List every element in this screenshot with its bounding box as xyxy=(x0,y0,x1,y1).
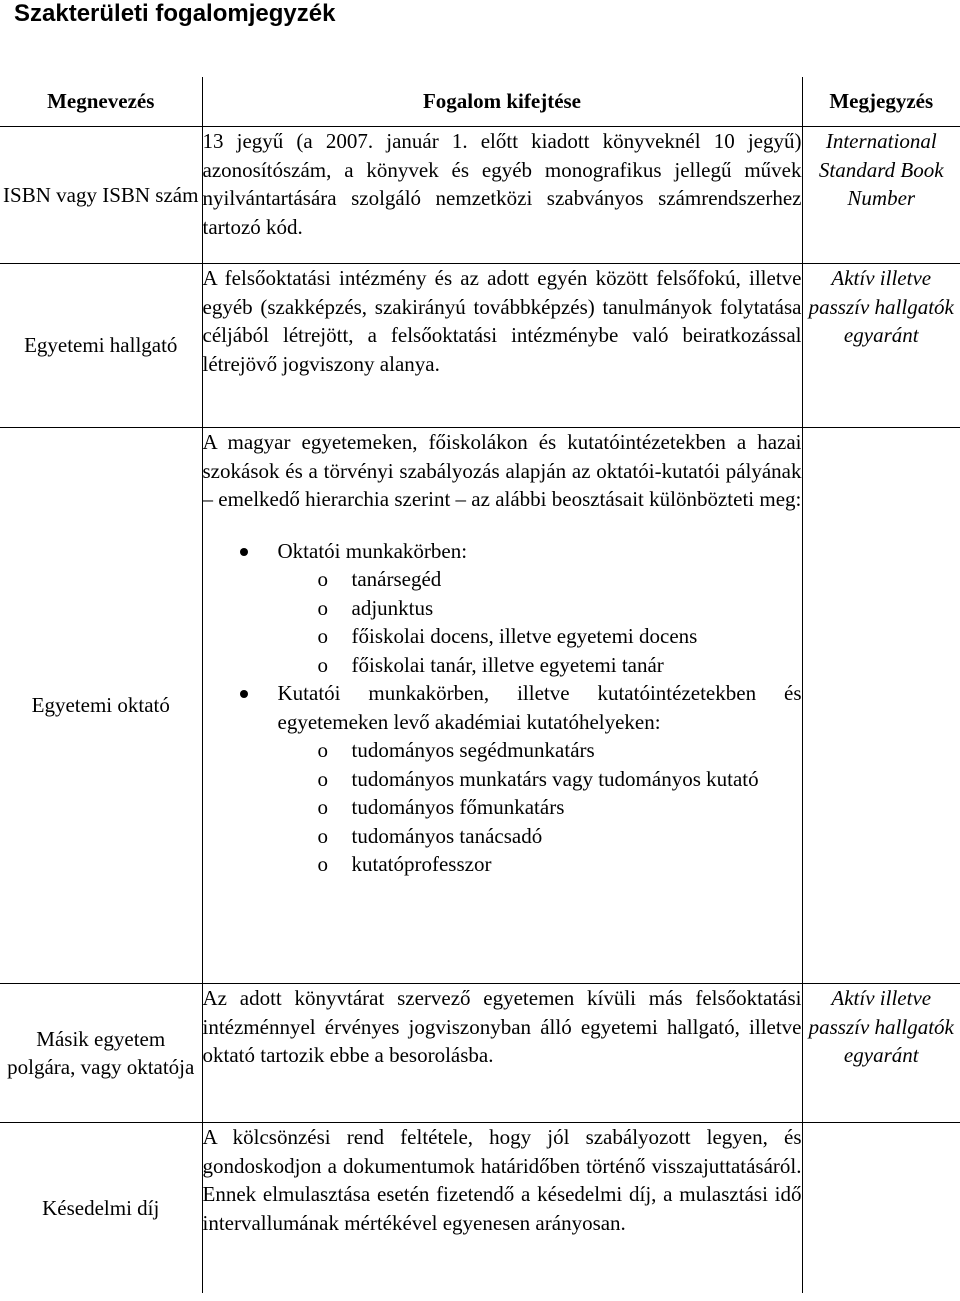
bullet-item: Oktatói munkakörben: xyxy=(203,537,802,566)
sub-item xyxy=(203,736,802,765)
sub-item-text: tudományos tanácsadó xyxy=(351,823,543,848)
table-row xyxy=(0,984,960,1123)
header-definition: Fogalom kifejtése xyxy=(202,77,802,127)
glossary-table xyxy=(0,77,960,1293)
paragraph-gap xyxy=(203,514,802,537)
sub-item-text: főiskolai docens, illetve egyetemi docens xyxy=(351,624,698,648)
sub-item-text: kutatóprofesszor xyxy=(351,852,492,876)
sub-item xyxy=(203,822,802,851)
term-cell: Késedelmi díj xyxy=(0,1123,202,1293)
sub-item-marker: o xyxy=(317,624,328,648)
definition-cell: A felsőoktatási intézmény és az adott egyén között felsőfokú, illetve egyéb (szakképzés, szakirányú továbbképzés) tanulmányok folytatása céljából létrejött, a felsőoktatási intézménybe való beiratkozással létrejövő jogviszony alanya. xyxy=(202,264,802,428)
sub-item-marker: o xyxy=(317,652,328,677)
sub-item-text: tudományos főmunkatárs xyxy=(351,795,565,819)
note-cell: Aktív illetve passzív hallgatók egyaránt xyxy=(802,264,960,428)
sub-item-marker: o xyxy=(317,766,328,791)
term-cell: ISBN vagy ISBN szám xyxy=(0,127,202,264)
sub-item-text: főiskolai tanár, illetve egyetemi tanár xyxy=(351,652,664,677)
bullet-item: Kutatói munkakörben, illetve kutatóintézetekben és egyetemeken levő akadémiai kutatóhelyeken: xyxy=(203,679,802,736)
table-row xyxy=(0,428,960,984)
table-row xyxy=(0,264,960,428)
sub-item-text: tudományos segédmunkatárs xyxy=(351,738,595,762)
note-cell xyxy=(802,1123,960,1293)
table-row xyxy=(0,1123,960,1293)
term-cell: Egyetemi oktató xyxy=(0,428,202,984)
sub-item xyxy=(203,793,802,822)
header-note: Megjegyzés xyxy=(802,77,960,127)
note-cell: Aktív illetve passzív hallgatók egyaránt xyxy=(802,984,960,1123)
sub-item xyxy=(203,765,802,794)
sub-item-marker: o xyxy=(317,595,328,620)
sub-item-marker: o xyxy=(317,567,328,591)
definition-cell: 13 jegyű (a 2007. január 1. előtt kiadott könyveknél 10 jegyű) azonosítószám, a könyvek és egyéb monografikus jellegű művek nyilvántartására szolgáló nemzetközi szabványos számrendszerhez tartozó kód. xyxy=(202,127,802,264)
note-cell: International Standard Book Number xyxy=(802,127,960,264)
sub-item xyxy=(203,594,802,623)
term-cell: Egyetemi hallgató xyxy=(0,264,202,428)
sub-item-marker: o xyxy=(317,738,328,762)
definition-cell: A kölcsönzési rend feltétele, hogy jól szabályozott legyen, és gondoskodjon a dokumentumok határidőben történő visszajuttatásáról. Ennek elmulasztása esetén fizetendő a késedelmi díj, a mulasztási idő intervallumának mértékével egyenesen arányosan. xyxy=(202,1125,802,1235)
sub-item-marker: o xyxy=(317,823,328,848)
note-cell xyxy=(802,428,960,984)
sub-item xyxy=(203,622,802,651)
table-row xyxy=(0,127,960,264)
definition-cell xyxy=(202,428,802,984)
sub-item xyxy=(203,565,802,594)
definition-cell: Az adott könyvtárat szervező egyetemen kívüli más felsőoktatási intézménnyel érvényes jogviszonyban álló egyetemi hallgató, illetve oktató tartozik ebbe a besorolásba. xyxy=(202,984,802,1123)
header-row xyxy=(0,77,960,127)
page-title: Szakterületi fogalomjegyzék xyxy=(14,0,336,27)
sub-item-text: tanársegéd xyxy=(351,567,442,591)
header-term: Megnevezés xyxy=(0,77,202,127)
definition-intro: A magyar egyetemeken, főiskolákon és kutatóintézetekben a hazai szokások és a törvényi szabályozás alapján az oktatói-kutatói pályának – emelkedő hierarchia szerint – az alábbi beosztásait különbözteti meg: xyxy=(202,430,802,511)
sub-item xyxy=(203,850,802,879)
sub-item-marker: o xyxy=(317,795,328,819)
sub-item-text: adjunktus xyxy=(351,595,434,620)
term-cell: Másik egyetem polgára, vagy oktatója xyxy=(0,984,202,1123)
sub-item-text: tudományos munkatárs vagy tudományos kutató xyxy=(351,766,759,791)
sub-item-marker: o xyxy=(317,852,328,876)
sub-item xyxy=(203,651,802,680)
